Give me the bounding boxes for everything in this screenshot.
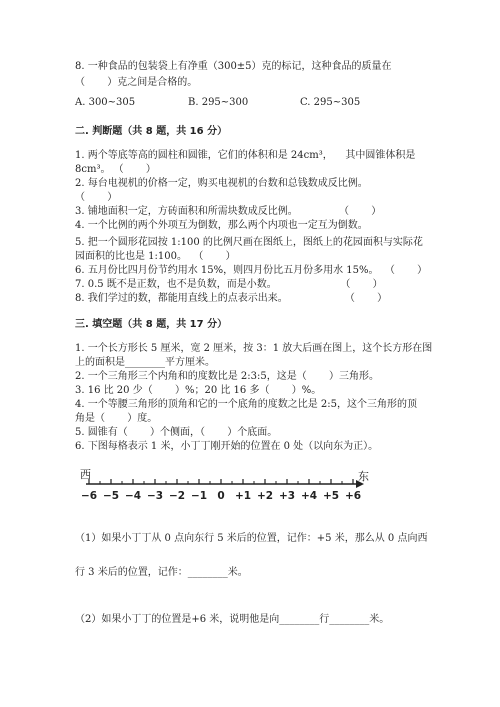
fill-line: 5. 圆锥有（ ）个侧面，（ ）个底面。 bbox=[75, 427, 278, 438]
number-line-tick-label: −2 bbox=[168, 490, 186, 502]
east-label: 东 bbox=[358, 470, 369, 483]
judge-line: （ ） bbox=[75, 192, 118, 203]
q8-option-a: A. 300~305 bbox=[75, 97, 136, 108]
number-line-tick-label: +1 bbox=[234, 490, 252, 502]
judge-line: 8cm³。 （ ） bbox=[75, 164, 156, 175]
number-line-tick-label: +2 bbox=[256, 490, 274, 502]
number-line-tick-label: +4 bbox=[300, 490, 318, 502]
judge-line: 1. 两个等底等高的圆柱和圆锥，它们的体积和是 24cm³， 其中圆锥体积是 bbox=[75, 150, 416, 161]
q8-option-c: C. 295~305 bbox=[300, 97, 361, 108]
judge-line: 4. 一个比例的两个外项互为倒数，那么两个内项也一定互为倒数。 bbox=[75, 220, 368, 231]
fill-line: 3. 16 比 20 少（ ）%；20 比 16 多（ ）%。 bbox=[75, 385, 322, 396]
number-line-tick-label: −1 bbox=[190, 490, 208, 502]
sub-question-2-line-1: （2）如果小丁丁的位置是+6 米，说明他是向________行________米。 bbox=[75, 614, 390, 625]
number-line-tick-label: +3 bbox=[278, 490, 296, 502]
judge-line: 3. 铺地面积一定，方砖面积和所需块数成反比例。 （ ） bbox=[75, 206, 382, 217]
judge-line: 8. 我们学过的数，都能用直线上的点表示出来。 （ ） bbox=[75, 293, 388, 304]
q8-line-2: （ ）克之间是合格的。 bbox=[75, 77, 198, 88]
judge-line: 7. 0.5 既不是正数，也不是负数，而是小数。 （ ） bbox=[75, 279, 383, 290]
number-line bbox=[80, 470, 380, 510]
judge-line: 2. 每台电视机的价格一定，购买电视机的台数和总钱数成反比例。 bbox=[75, 178, 368, 189]
q8-line-1: 8. 一种食品的包装袋上有净重（300±5）克的标记，这种食品的质量在 bbox=[75, 61, 392, 72]
number-line-tick-label: +5 bbox=[322, 490, 340, 502]
judge-line: 5. 把一个圆形花园按 1:100 的比例尺画在图纸上，图纸上的花园面积与实际花 bbox=[75, 237, 423, 248]
judge-line: 园面积的比也是 1:100。 （ ） bbox=[75, 251, 236, 262]
number-line-tick-label: −6 bbox=[80, 490, 98, 502]
fill-line: 1. 一个长方形长 5 厘米，宽 2 厘米，按 3：1 放大后画在图上，这个长方形在图 bbox=[75, 343, 433, 354]
number-line-axis bbox=[80, 470, 380, 492]
judge-line: 6. 五月份比四月份节约用水 15%，则四月份比五月份多用水 15%。 （ ） bbox=[75, 265, 428, 276]
fill-line: 角是（ ）度。 bbox=[75, 413, 158, 424]
section-3-title: 三. 填空题（共 8 题，共 17 分） bbox=[75, 319, 228, 330]
number-line-tick-label: 0 bbox=[217, 490, 225, 502]
section-2-title: 二. 判断题（共 8 题，共 16 分） bbox=[75, 126, 228, 137]
number-line-tick-label: −5 bbox=[102, 490, 120, 502]
sub-question-1-line-2: 行 3 米后的位置，记作：________米。 bbox=[75, 567, 248, 578]
number-line-tick-label: −3 bbox=[146, 490, 164, 502]
sub-question-1-line-1: （1）如果小丁丁从 0 点向东行 5 米后的位置，记作：+5 米，那么从 0 点向西 bbox=[75, 533, 428, 544]
fill-line: 2. 一个三角形三个内角和的度数比是 2:3:5，这是（ ）三角形。 bbox=[75, 371, 379, 382]
west-label: 西 bbox=[80, 468, 91, 481]
fill-line: 6. 下图每格表示 1 米，小丁丁刚开始的位置在 0 处（以向东为正）。 bbox=[75, 441, 379, 452]
number-line-tick-label: −4 bbox=[124, 490, 142, 502]
number-line-tick-label: +6 bbox=[344, 490, 362, 502]
q8-option-b: B. 295~300 bbox=[188, 97, 249, 108]
fill-line: 上的面积是________平方厘米。 bbox=[75, 357, 215, 368]
fill-line: 4. 一个等腰三角形的顶角和它的一个底角的度数之比是 2:5，这个三角形的顶 bbox=[75, 399, 417, 410]
